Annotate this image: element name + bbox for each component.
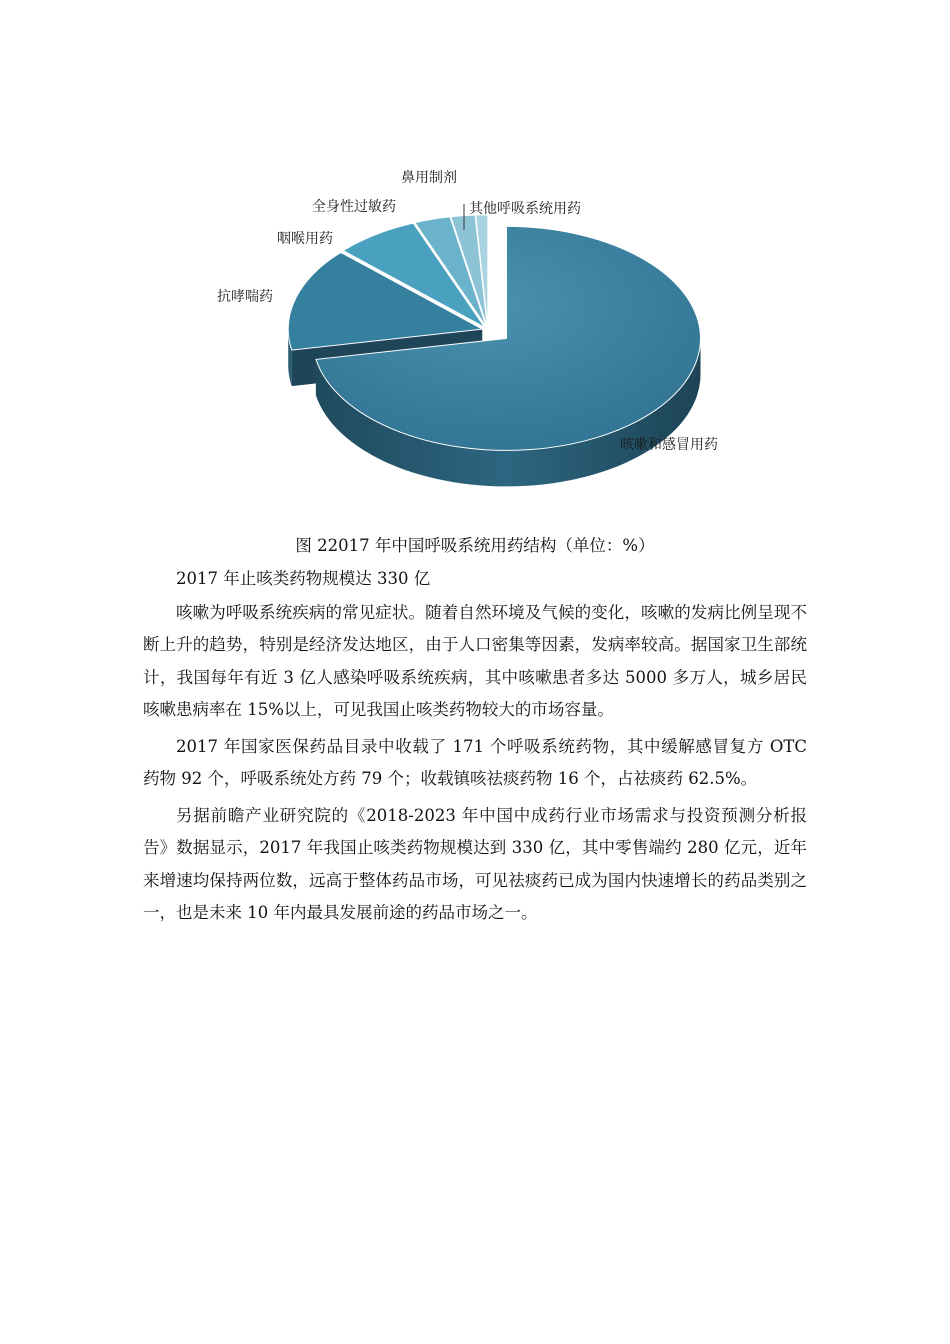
pie-chart-figure: [190, 118, 780, 500]
pie-label-cough-cold: 咳嗽和感冒用药: [620, 437, 718, 453]
paragraph-1: 咳嗽为呼吸系统疾病的常见症状。随着自然环境及气候的变化，咳嗽的发病比例呈现不断上升的趋势，特别是经济发达地区，由于人口密集等因素，发病率较高。据国家卫生部统计，我国每年有近 3 亿人感染呼吸系统疾病，其中咳嗽患者多达 5000 多万人，城乡居民咳嗽患病率在 15%以上，可见我国止咳类药物较大的市场容量。: [143, 602, 807, 719]
section-subheading: 2017 年止咳类药物规模达 330 亿: [176, 569, 431, 588]
pie-label-throat: 咽喉用药: [277, 231, 333, 247]
document-body: [143, 563, 807, 934]
pie-chart: [190, 118, 780, 500]
paragraph-2: 2017 年国家医保药品目录中收载了 171 个呼吸系统药物，其中缓解感冒复方 OTC 药物 92 个，呼吸系统处方药 79 个；收载镇咳祛痰药物 16 个，占祛痰药 62.5%。: [143, 736, 807, 788]
pie-label-systemic-allergy: 全身性过敏药: [312, 199, 396, 215]
paragraph-3: 另据前瞻产业研究院的《2018-2023 年中国中成药行业市场需求与投资预测分析报告》数据显示，2017 年我国止咳类药物规模达到 330 亿，其中零售端约 280 亿元，近年来增速均保持两位数，远高于整体药品市场，可见祛痰药已成为国内快速增长的药品类别之一，也是未来 10 年内最具发展前途的药品市场之一。: [143, 805, 807, 922]
pie-label-other-respiratory: 其他呼吸系统用药: [469, 201, 581, 217]
pie-label-nasal: 鼻用制剂: [401, 170, 457, 186]
pie-label-anti-asthma: 抗哮喘药: [217, 289, 273, 305]
figure-caption: 图 22017 年中国呼吸系统用药结构（单位：%）: [295, 536, 655, 555]
